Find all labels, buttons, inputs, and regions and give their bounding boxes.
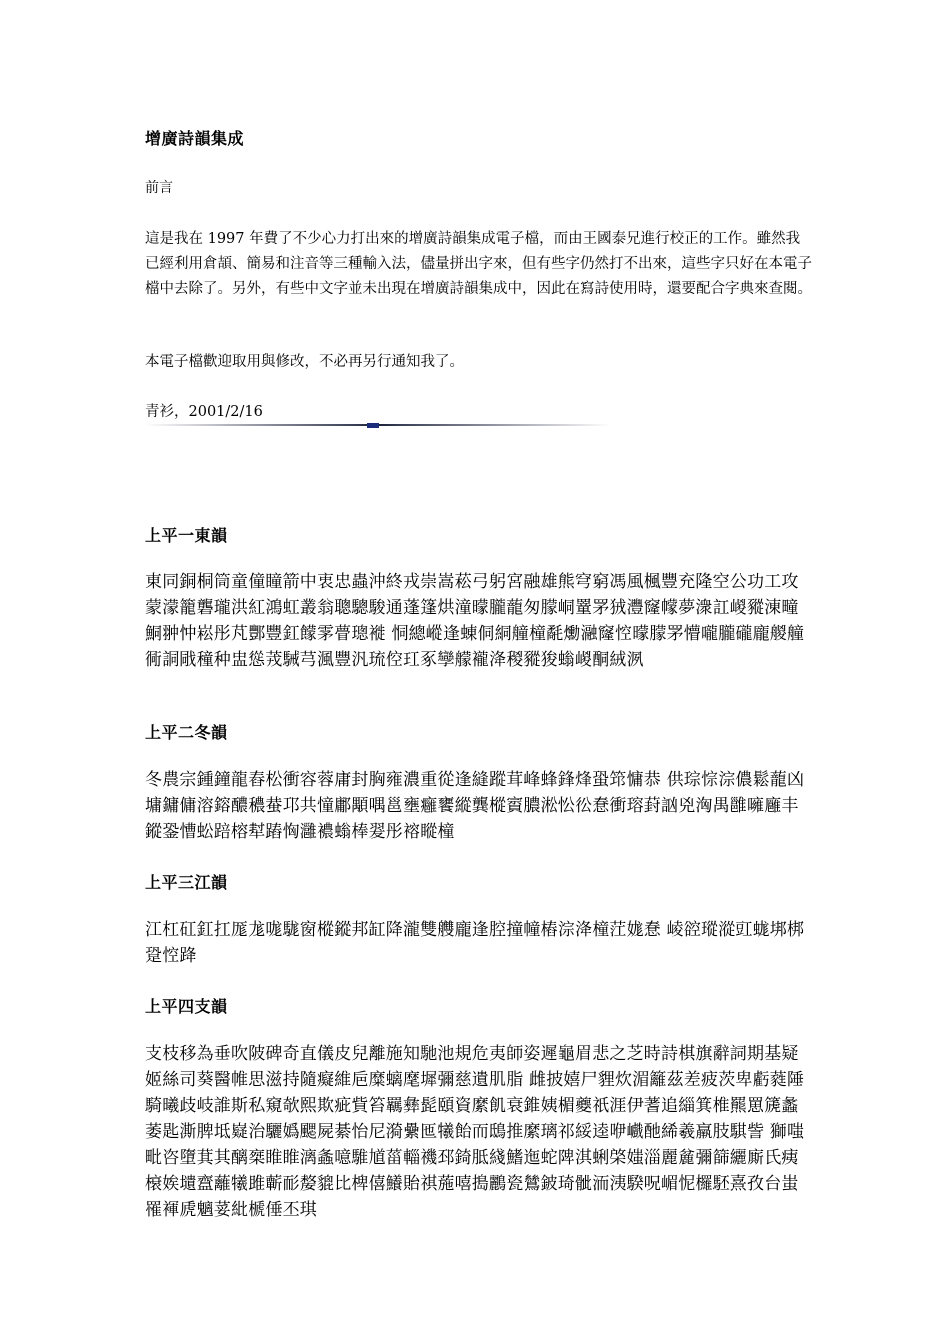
rhyme-heading: 上平四支韻 xyxy=(145,997,228,1016)
preface-paragraph: 這是我在 1997 年費了不少心力打出來的增廣詩韻集成電子檔，而由王國泰兄進行校正的工作。雖然我已經利用倉頡、簡易和注音等三種輸入法，儘量拼出字來，但有些字仍然打不出來，這些字只好在本電子檔中去除了。另外，有些中文字並未出現在增廣詩韻集成中，因此在寫詩使用時，還要配合字典來查閱。 xyxy=(145,231,812,297)
signature: 青衫，2001/2/16 xyxy=(145,404,263,420)
rhyme-heading: 上平一東韻 xyxy=(145,526,228,545)
rhyme-characters: 江杠矼釭扛厖尨哤駹窗樅鏦邦缸降瀧雙艭龐逢腔撞幢樁淙洚橦茳娏惷 崚谾瑽漎豇蛖垹梆跫悾跭 xyxy=(145,920,805,966)
decorative-divider xyxy=(145,420,610,430)
rhyme-characters: 冬農宗鍾鐘龍舂松衝容蓉庸封胸雍濃重從逢縫蹤茸峰蜂鋒烽蛩筇慵恭 供琮悰淙儂鬆蘢凶墉鏞傭溶鎔醲穠蛬邛共憧鄘顒喁邕壅癰饔縱龔樅賨膿淞忪彸惷衝瑢葑訩兇洶禺雝噰廱丰鏦銎慒蚣踣榕犎蹖恟灉襛螉棒翇彤褣瞛橦 xyxy=(145,770,805,842)
rhyme-characters: 支枝移為垂吹陂碑奇直儀皮兒離施知馳池規危夷師姿遲龜眉悲之芝時詩棋旗辭詞期基疑姬絲司葵醫帷思滋持隨癡維巵糜螭麾墀彌慈遺肌脂 雌披嬉尸貍炊湄籬茲差疲茨卑虧蕤陲騎曦歧岐誰斯私窺欹熙欺疵貲笞羈彝髭頤資縻飢衰錐姨楣夔祇涯伊蓍追緇箕椎羆罳篪蠡萎匙澌脾坻嶷治驪嬀颸屍綦怡尼漪纍匜犧飴而鴟推縻璃祁綏逵咿巇酏絺羲羸肢騏訾 獅嗤毗咨墮萁其醨椉睢睢漓螽噫騅馗菑輜禨邳錡胝綫鰭迤蛇陴淇蜊棨媸淄麗麄彌篩纚廝氏痍榱娭壝齍蘺犧雎蘄耏嫠貔比椑僖鱶貽祺葹嘻搗鸝瓷鷥鈹琦骴洏洟騤呪嵋怩欏駓熹孜台蚩罹褌虒魑荽紕榹倕丕琪 xyxy=(145,1044,805,1220)
document-title: 增廣詩韻集成 xyxy=(145,129,245,148)
preface-paragraph: 本電子檔歡迎取用與修改，不必再另行通知我了。 xyxy=(145,354,464,370)
rhyme-heading: 上平二冬韻 xyxy=(145,723,228,742)
rhyme-heading: 上平三江韻 xyxy=(145,873,228,892)
preface-heading: 前言 xyxy=(145,180,173,196)
rhyme-characters: 東同銅桐筒童僮瞳箭中衷忠蟲沖終戎崇嵩菘弓躬宮融雄熊穹窮馮風楓豐充隆空公功工攻蒙濛籠礱瓏洪紅鴻虹叢翁聰驄駿通蓬篷烘潼曚朧蘢匆朦峒罿罞狨灃窿幪夢潨訌嵕豵涷疃鮦翀忡崧彤芃酆豐釭饛雺瞢璁褷 恫總嵷逢蝀侗絧艟橦氄爋瀜窿悾曚朦罞懵嚨朧礲龐艐艟衕詷戙穜种盅慫茙駴芎渢豐汎琉倥玒豖孿艨襱洚稯豵狻螉嵕酮絨洬 xyxy=(145,572,805,670)
